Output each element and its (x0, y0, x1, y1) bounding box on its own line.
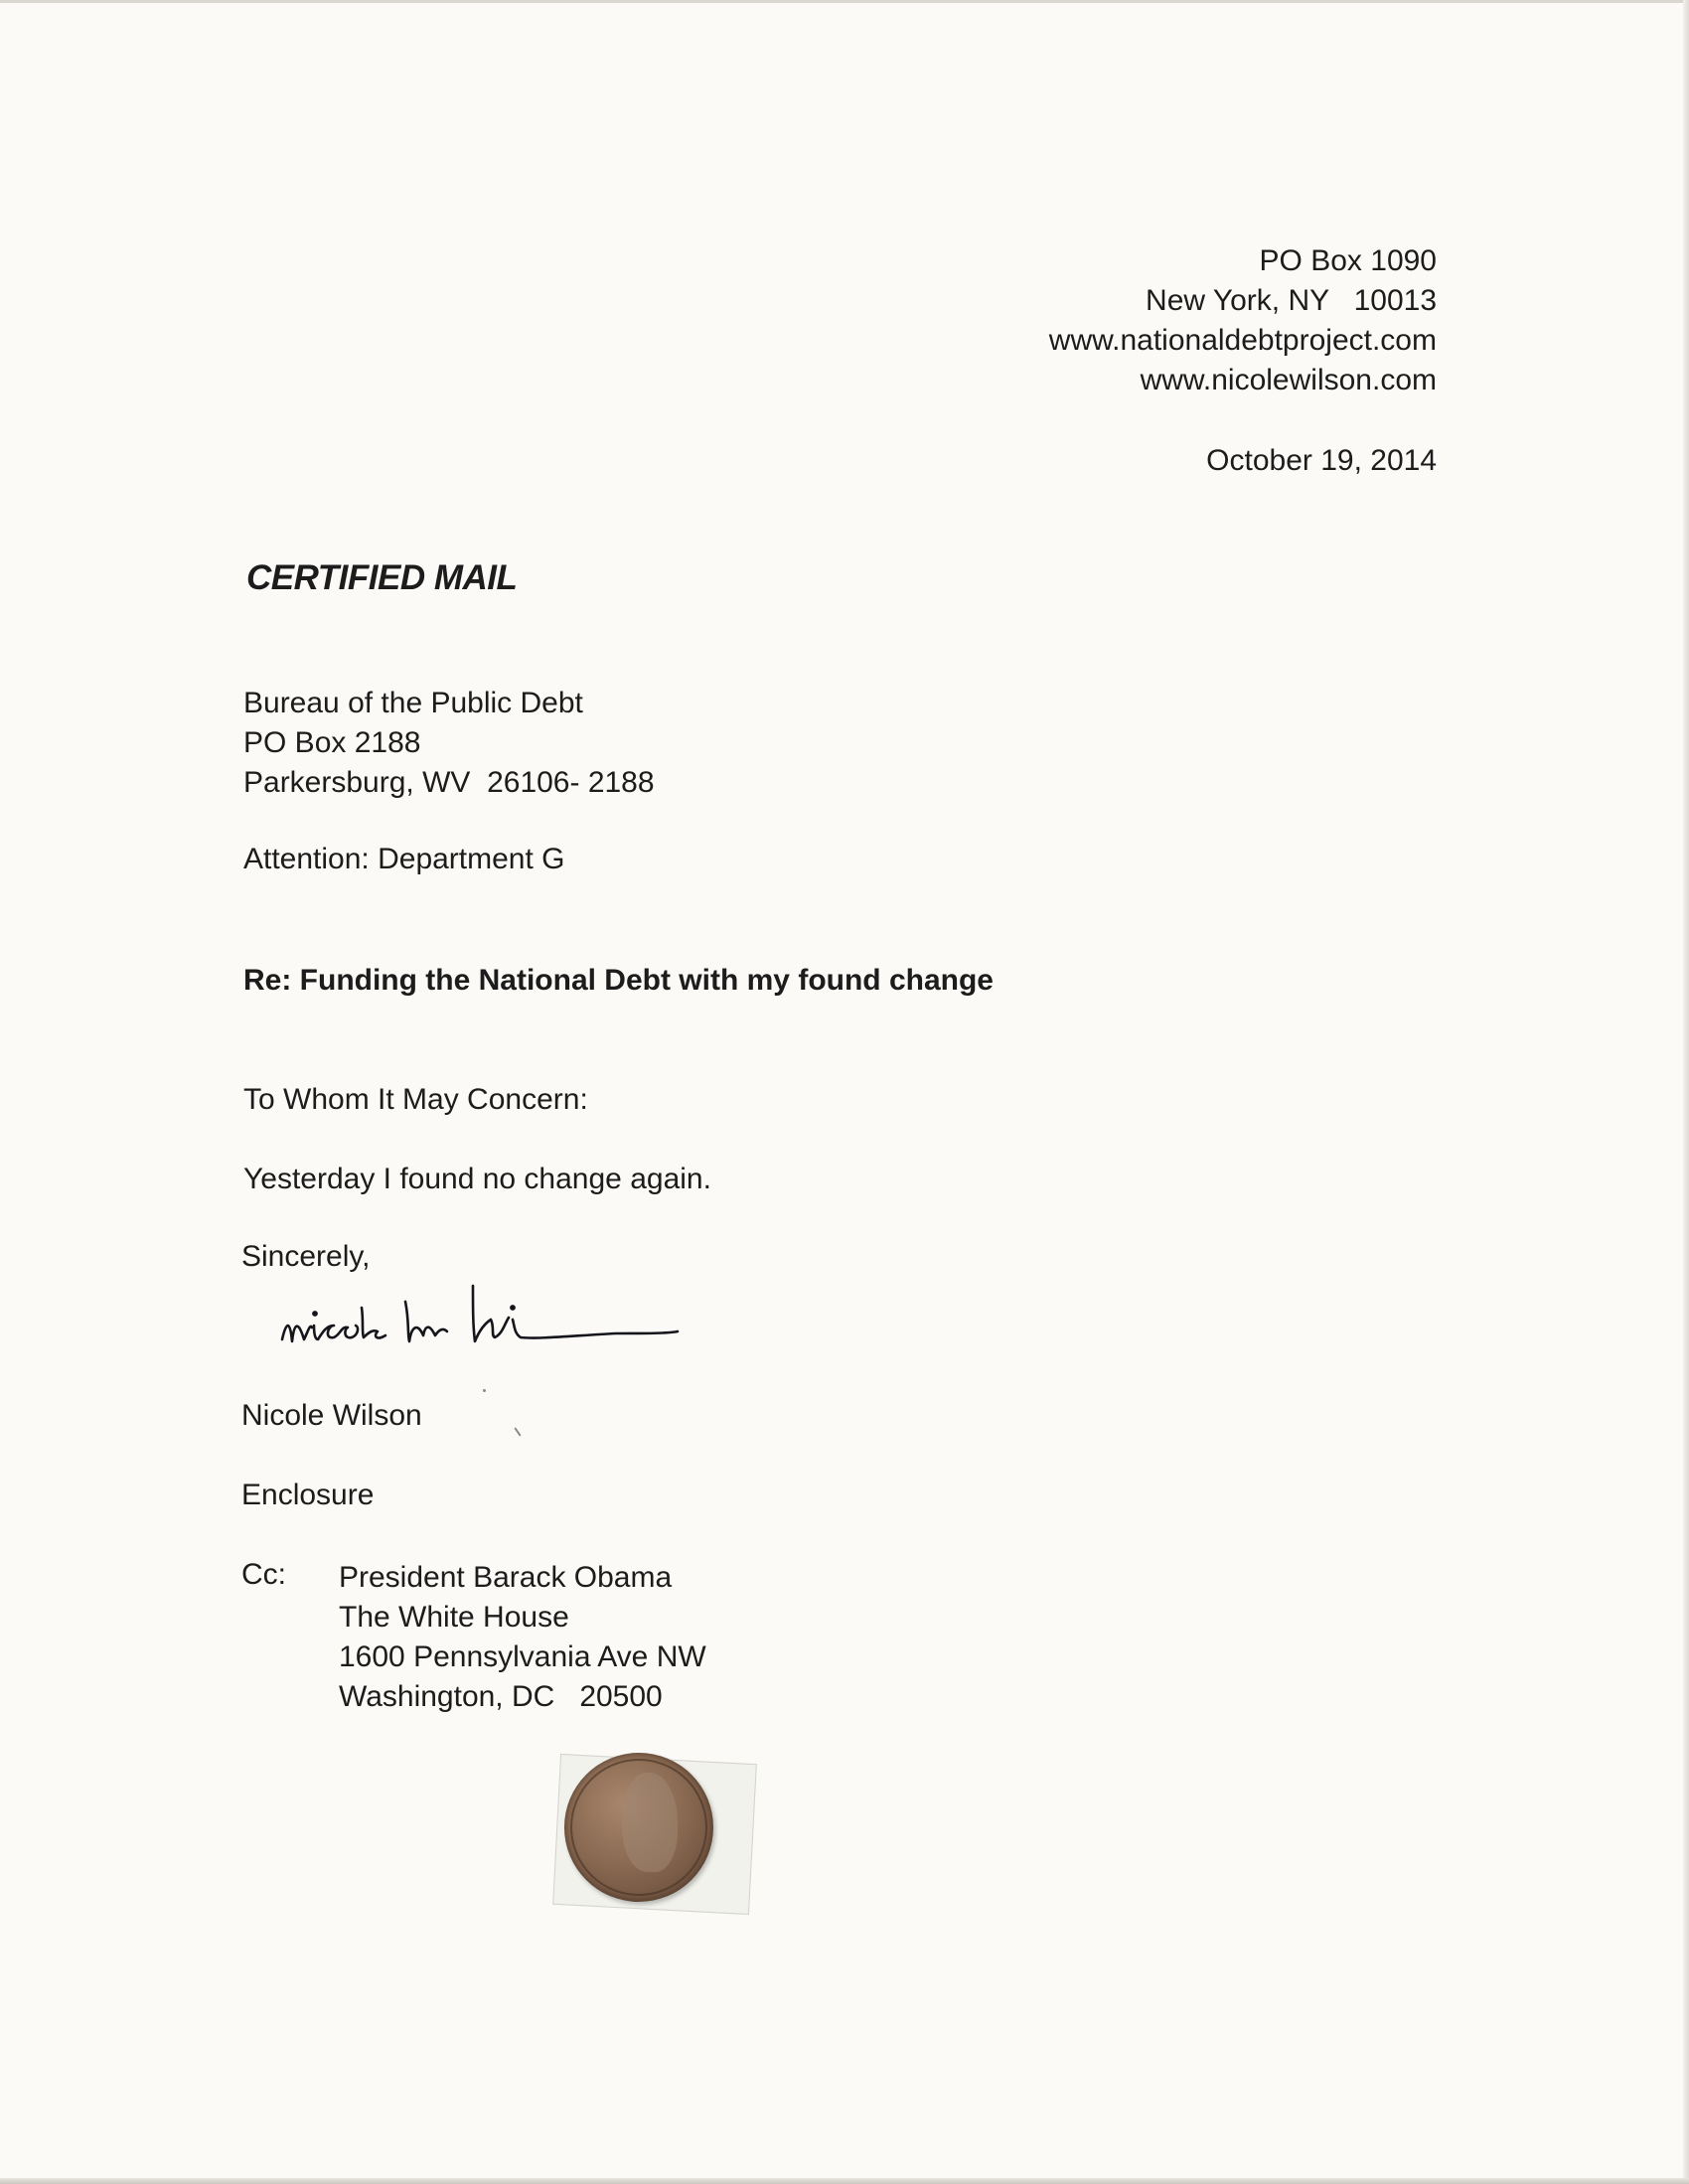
attention-line: Attention: Department G (243, 843, 565, 875)
cc-organization: The White House (339, 1601, 569, 1634)
penny-attachment (544, 1737, 763, 1936)
page-right-edge (1683, 0, 1689, 2184)
subject-line: Re: Funding the National Debt with my found change (243, 964, 994, 997)
recipient-address-block (243, 684, 655, 803)
sender-website-2: www.nicolewilson.com (1140, 364, 1437, 396)
paper-speck (483, 1389, 486, 1392)
sender-city: New York, NY 10013 (1146, 284, 1437, 317)
page-bottom-edge (0, 2178, 1689, 2184)
recipient-name: Bureau of the Public Debt (243, 687, 583, 719)
handwritten-signature (278, 1262, 745, 1381)
sender-po-box: PO Box 1090 (1259, 244, 1437, 277)
cc-street: 1600 Pennsylvania Ave NW (339, 1640, 706, 1673)
paper-speck (514, 1427, 521, 1436)
recipient-city: Parkersburg, WV 26106- 2188 (243, 766, 655, 799)
certified-mail-heading: CERTIFIED MAIL (246, 558, 518, 597)
recipient-po-box: PO Box 2188 (243, 726, 421, 759)
closing: Sincerely, (241, 1240, 371, 1273)
salutation: To Whom It May Concern: (243, 1083, 588, 1116)
penny-portrait (622, 1773, 678, 1872)
signer-name: Nicole Wilson (241, 1399, 422, 1432)
penny-coin (564, 1753, 713, 1902)
cc-city: Washington, DC 20500 (339, 1680, 663, 1713)
cc-name: President Barack Obama (339, 1561, 673, 1594)
sender-address-block (1049, 241, 1437, 400)
page-top-edge (0, 0, 1689, 3)
letter-body: Yesterday I found no change again. (243, 1163, 711, 1195)
enclosure-line: Enclosure (241, 1479, 375, 1511)
cc-address-block (339, 1558, 706, 1717)
cc-label: Cc: (241, 1558, 286, 1591)
letter-date: October 19, 2014 (1206, 444, 1437, 477)
sender-website-1: www.nationaldebtproject.com (1048, 324, 1437, 357)
